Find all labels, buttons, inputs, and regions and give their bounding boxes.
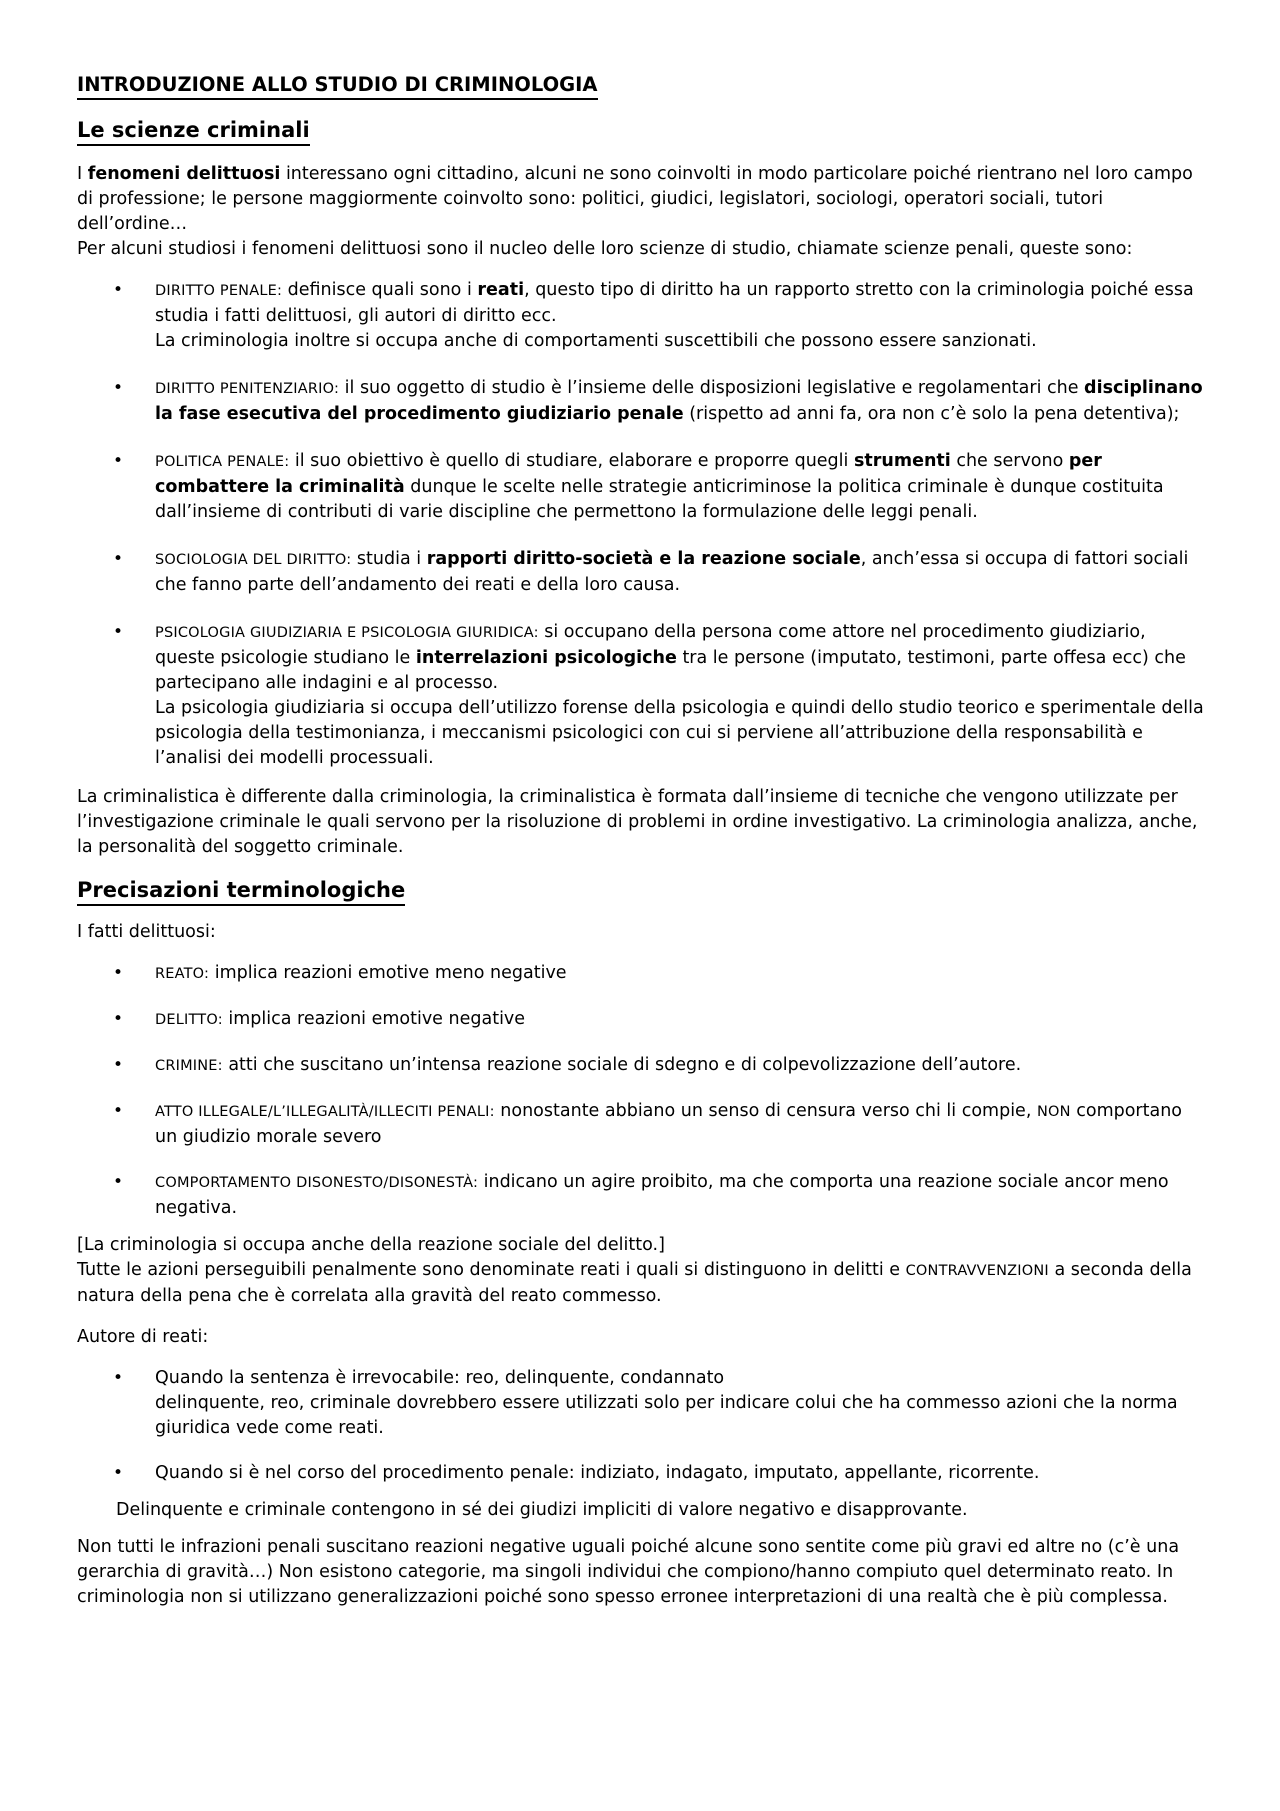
item-label: COMPORTAMENTO DISONESTO/DISONESTÀ: <box>155 1175 479 1191</box>
authors-note: Delinquente e criminale contengono in sé dei giudizi impliciti di valore negativo e disapprovante. <box>116 1500 968 1520</box>
intro-paragraph: I fenomeni delittuosi interessano ogni cittadino, alcuni ne sono coinvolti in modo particolare poiché rientrano nel loro campo di professione; le persone maggiormente coinvolto sono: politici, giudici, legislatori, sociologi, operatori sociali, tutori dell’ordine… <box>77 164 1193 234</box>
list-item-comportamento-disonesto: • COMPORTAMENTO DISONESTO/DISONESTÀ: indicano un agire proibito, ma che comporta una reazione sociale ancor meno negativa. <box>113 1172 1169 1218</box>
list-item-crimine: • CRIMINE: atti che suscitano un’intensa reazione sociale di sdegno e di colpevolizzazione dell’autore. <box>77 1053 1207 1079</box>
bullet-icon: • <box>113 1172 124 1192</box>
final-paragraph: Non tutti le infrazioni penali suscitano reazioni negative uguali poiché alcune sono sentite come più gravi ed altre no (c’è una gerarchia di gravità…) Non esistono categorie, ma singoli individui che compiono/hanno compiuto quel determinato reato. In criminologia non si utilizzano generalizzazioni poiché sono spesso erronee interpretazioni di una realtà che è più complessa. <box>77 1537 1180 1607</box>
item-extra: delinquente, reo, criminale dovrebbero essere utilizzati solo per indicare colui che ha commesso azioni che la norma giuridica vede come reati. <box>155 1393 1178 1438</box>
criminalistica-paragraph: La criminalistica è differente dalla criminologia, la criminalistica è formata dall’insieme di tecniche che vengono utilizzate per l’investigazione criminale le quali servono per la risoluzione di problemi in ordine investigativo. La criminologia analizza, anche, la personalità del soggetto criminale. <box>77 787 1198 857</box>
bullet-icon: • <box>113 280 124 300</box>
facts-intro: I fatti delittuosi: <box>77 922 216 942</box>
section-heading-scienze-criminali: Le scienze criminali <box>77 116 310 146</box>
actions-paragraph: Tutte le azioni perseguibili penalmente sono denominate reati i quali si distinguono in delitti e CONTRAVVENZIONI a seconda della natura della pena che è correlata alla gravità del reato commesso. <box>77 1260 1192 1306</box>
bullet-icon: • <box>113 1009 124 1029</box>
item-label: DIRITTO PENITENZIARIO: <box>155 381 340 397</box>
item-extra: La psicologia giudiziaria si occupa dell’utilizzo forense della psicologia e quindi dello studio teorico e sperimentale della psicologia della testimonianza, i meccanismi psicologici con cui si perviene all’attribuzione della responsabilità e l’analisi dei modelli processuali. <box>155 698 1204 768</box>
authors-intro: Autore di reati: <box>77 1327 209 1347</box>
item-extra: La criminologia inoltre si occupa anche di comportamenti suscettibili che possono essere sanzionati. <box>155 331 1037 351</box>
bullet-icon: • <box>113 1368 124 1388</box>
list-item-psicologia: • PSICOLOGIA GIUDIZIARIA E PSICOLOGIA GIURIDICA: si occupano della persona come attore nel procedimento giudiziario, queste psicologie studiano le interrelazioni psicologiche tra le persone (imputato, testimoni, parte offesa ecc) che partecipano alle indagini e al processo. La psicologia giudiziaria si occupa dell’utilizzo forense della psicologia e quindi dello studio teorico e sperimentale della psicologia della testimonianza, i meccanismi psicologici con cui si perviene all’attribuzione della responsabilità e l’analisi dei modelli processuali. <box>77 620 1207 771</box>
list-item-politica-penale: • POLITICA PENALE: il suo obiettivo è quello di studiare, elaborare e proporre quegli strumenti che servono per combattere la criminalità dunque le scelte nelle strategie anticriminose la politica criminale è dunque costituita dall’insieme di contributi di varie discipline che permettono la formulazione delle leggi penali. <box>113 451 1164 522</box>
facts-list <box>77 961 1207 1221</box>
item-label: PSICOLOGIA GIUDIZIARIA E PSICOLOGIA GIURIDICA: <box>155 625 539 641</box>
document-page <box>77 72 1207 1620</box>
bullet-icon: • <box>113 549 124 569</box>
item-label: ATTO ILLEGALE/L’ILLEGALITÀ/ILLECITI PENALI: <box>155 1104 495 1120</box>
bullet-icon: • <box>113 1463 124 1483</box>
section-heading-precisazioni: Precisazioni terminologiche <box>77 876 405 906</box>
item-label: POLITICA PENALE: <box>155 454 290 470</box>
list-item-delitto: • DELITTO: implica reazioni emotive negative <box>77 1007 1207 1033</box>
item-label: CRIMINE: <box>155 1058 223 1074</box>
item-label: SOCIOLOGIA DEL DIRITTO: <box>155 552 352 568</box>
list-item-procedimento-penale: • Quando si è nel corso del procedimento penale: indiziato, indagato, imputato, appellante, ricorrente. <box>77 1461 1207 1486</box>
item-label: REATO: <box>155 966 210 982</box>
list-item-reato: • REATO: implica reazioni emotive meno negative <box>77 961 1207 987</box>
list-item-sociologia-del-diritto: • SOCIOLOGIA DEL DIRITTO: studia i rapporti diritto-società e la reazione sociale, anch’essa si occupa di fattori sociali che fanno parte dell’andamento dei reati e della loro causa. <box>113 549 1189 595</box>
bullet-icon: • <box>113 378 124 398</box>
bullet-icon: • <box>113 622 124 642</box>
section-scienze-criminali <box>77 116 1207 158</box>
bullet-icon: • <box>113 1101 124 1121</box>
item-label: DIRITTO PENALE: <box>155 283 283 299</box>
item-label: DELITTO: <box>155 1012 223 1028</box>
document-title: INTRODUZIONE ALLO STUDIO DI CRIMINOLOGIA <box>77 72 598 100</box>
list-item-diritto-penitenziario: • DIRITTO PENITENZIARIO: il suo oggetto di studio è l’insieme delle disposizioni legislative e regolamentari che disciplinano la fase esecutiva del procedimento giudiziario penale (rispetto ad anni fa, ora non c’è solo la pena detentiva); <box>113 378 1203 424</box>
bullet-icon: • <box>113 1055 124 1075</box>
section-precisazioni <box>77 876 1207 918</box>
list-item-diritto-penale: • DIRITTO PENALE: definisce quali sono i reati, questo tipo di diritto ha un rapporto stretto con la criminologia poiché essa studia i fatti delittuosi, gli autori di diritto ecc. La criminologia inoltre si occupa anche di comportamenti suscettibili che possono essere sanzionati. <box>77 278 1207 354</box>
bullet-icon: • <box>113 451 124 471</box>
note-paragraph: [La criminologia si occupa anche della reazione sociale del delitto.] <box>77 1235 665 1255</box>
bold-fenomeni-delittuosi: fenomeni delittuosi <box>87 164 281 184</box>
list-item-atto-illegale: • ATTO ILLEGALE/L’ILLEGALITÀ/ILLECITI PENALI: nonostante abbiano un senso di censura verso chi li compie, NON comportano un giudizio morale severo <box>113 1101 1183 1147</box>
bullet-icon: • <box>113 963 124 983</box>
intro-paragraph-2: Per alcuni studiosi i fenomeni delittuosi sono il nucleo delle loro scienze di studio, chiamate scienze penali, queste sono: <box>77 239 1133 259</box>
list-item-sentenza-irrevocabile: • Quando la sentenza è irrevocabile: reo, delinquente, condannato delinquente, reo, criminale dovrebbero essere utilizzati solo per indicare colui che ha commesso azioni che la norma giuridica vede come reati. <box>77 1366 1207 1441</box>
authors-list <box>77 1366 1207 1486</box>
penal-sciences-list <box>77 278 1207 771</box>
